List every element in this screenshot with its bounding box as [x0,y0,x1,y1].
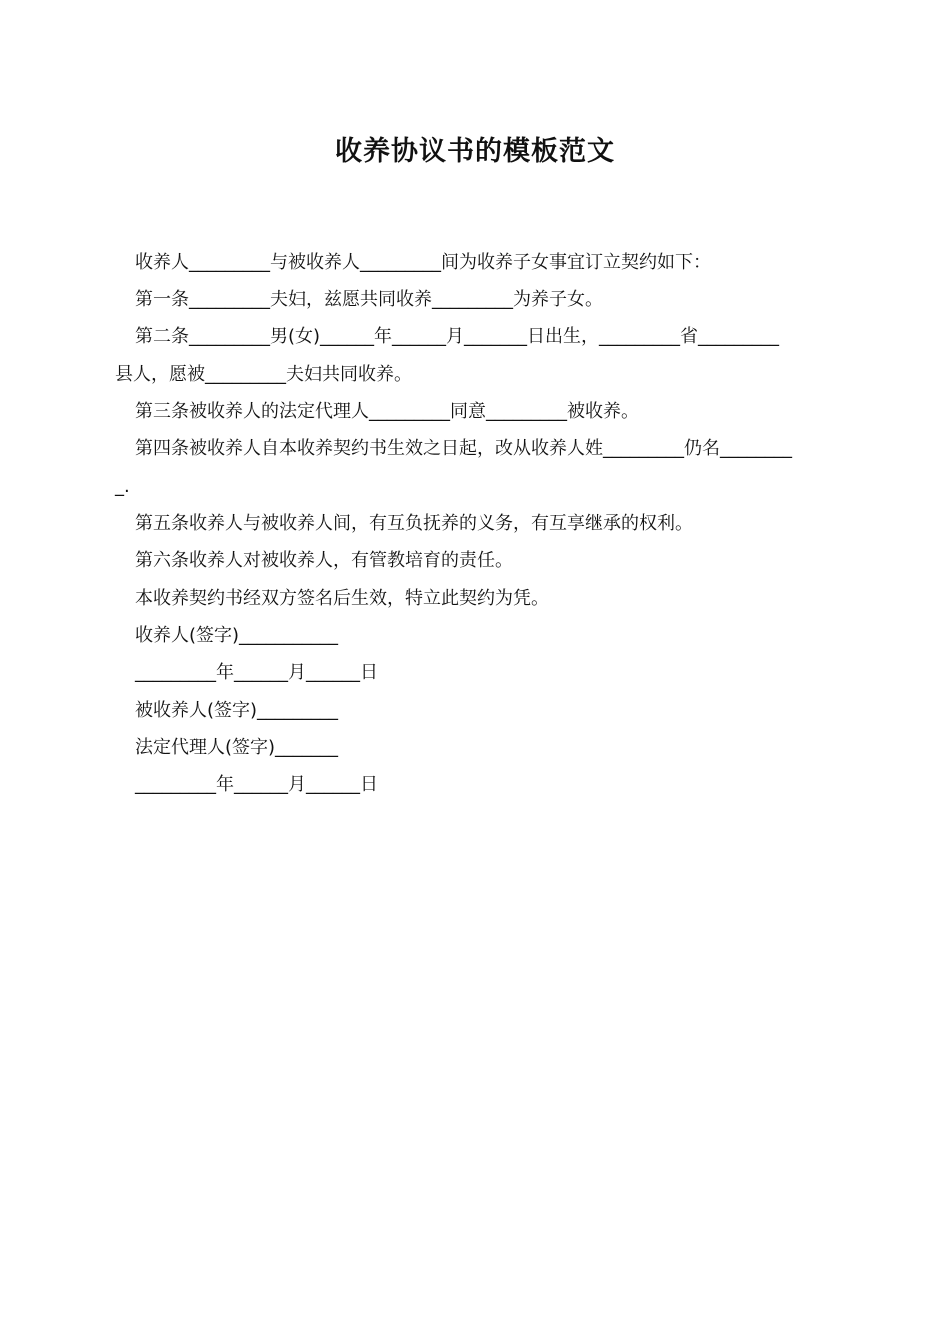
adoptee-signature-line: 被收养人(签字)_________ [135,700,339,721]
document-title: 收养协议书的模板范文 [335,136,615,167]
legal-representative-signature-line: 法定代理人(签字)_______ [135,737,339,758]
article-6-line: 第六条收养人对被收养人，有管教培育的责任。 [135,550,513,571]
article-5-line: 第五条收养人与被收养人间，有互负抚养的义务，有互享继承的权利。 [135,513,693,534]
article-2-continuation-line: 县人，愿被_________夫妇共同收养。 [115,364,412,385]
article-4-continuation-line: _. [115,476,130,497]
adopter-signature-line: 收养人(签字)___________ [135,625,339,646]
intro-line: 收养人_________与被收养人_________间为收养子女事宜订立契约如下： [135,252,711,273]
adopter-date-line: _________年______月______日 [135,662,378,683]
article-1-line: 第一条_________夫妇，兹愿共同收养_________为养子女。 [135,289,603,310]
article-4-line: 第四条被收养人自本收养契约书生效之日起，改从收养人姓_________仍名________ [135,438,792,459]
closing-line: 本收养契约书经双方签名后生效，特立此契约为凭。 [135,588,549,609]
article-3-line: 第三条被收养人的法定代理人_________同意_________被收养。 [135,401,639,422]
representative-date-line: _________年______月______日 [135,774,378,795]
article-2-line: 第二条_________男(女)______年______月_______日出生，_________省_________ [135,326,780,347]
